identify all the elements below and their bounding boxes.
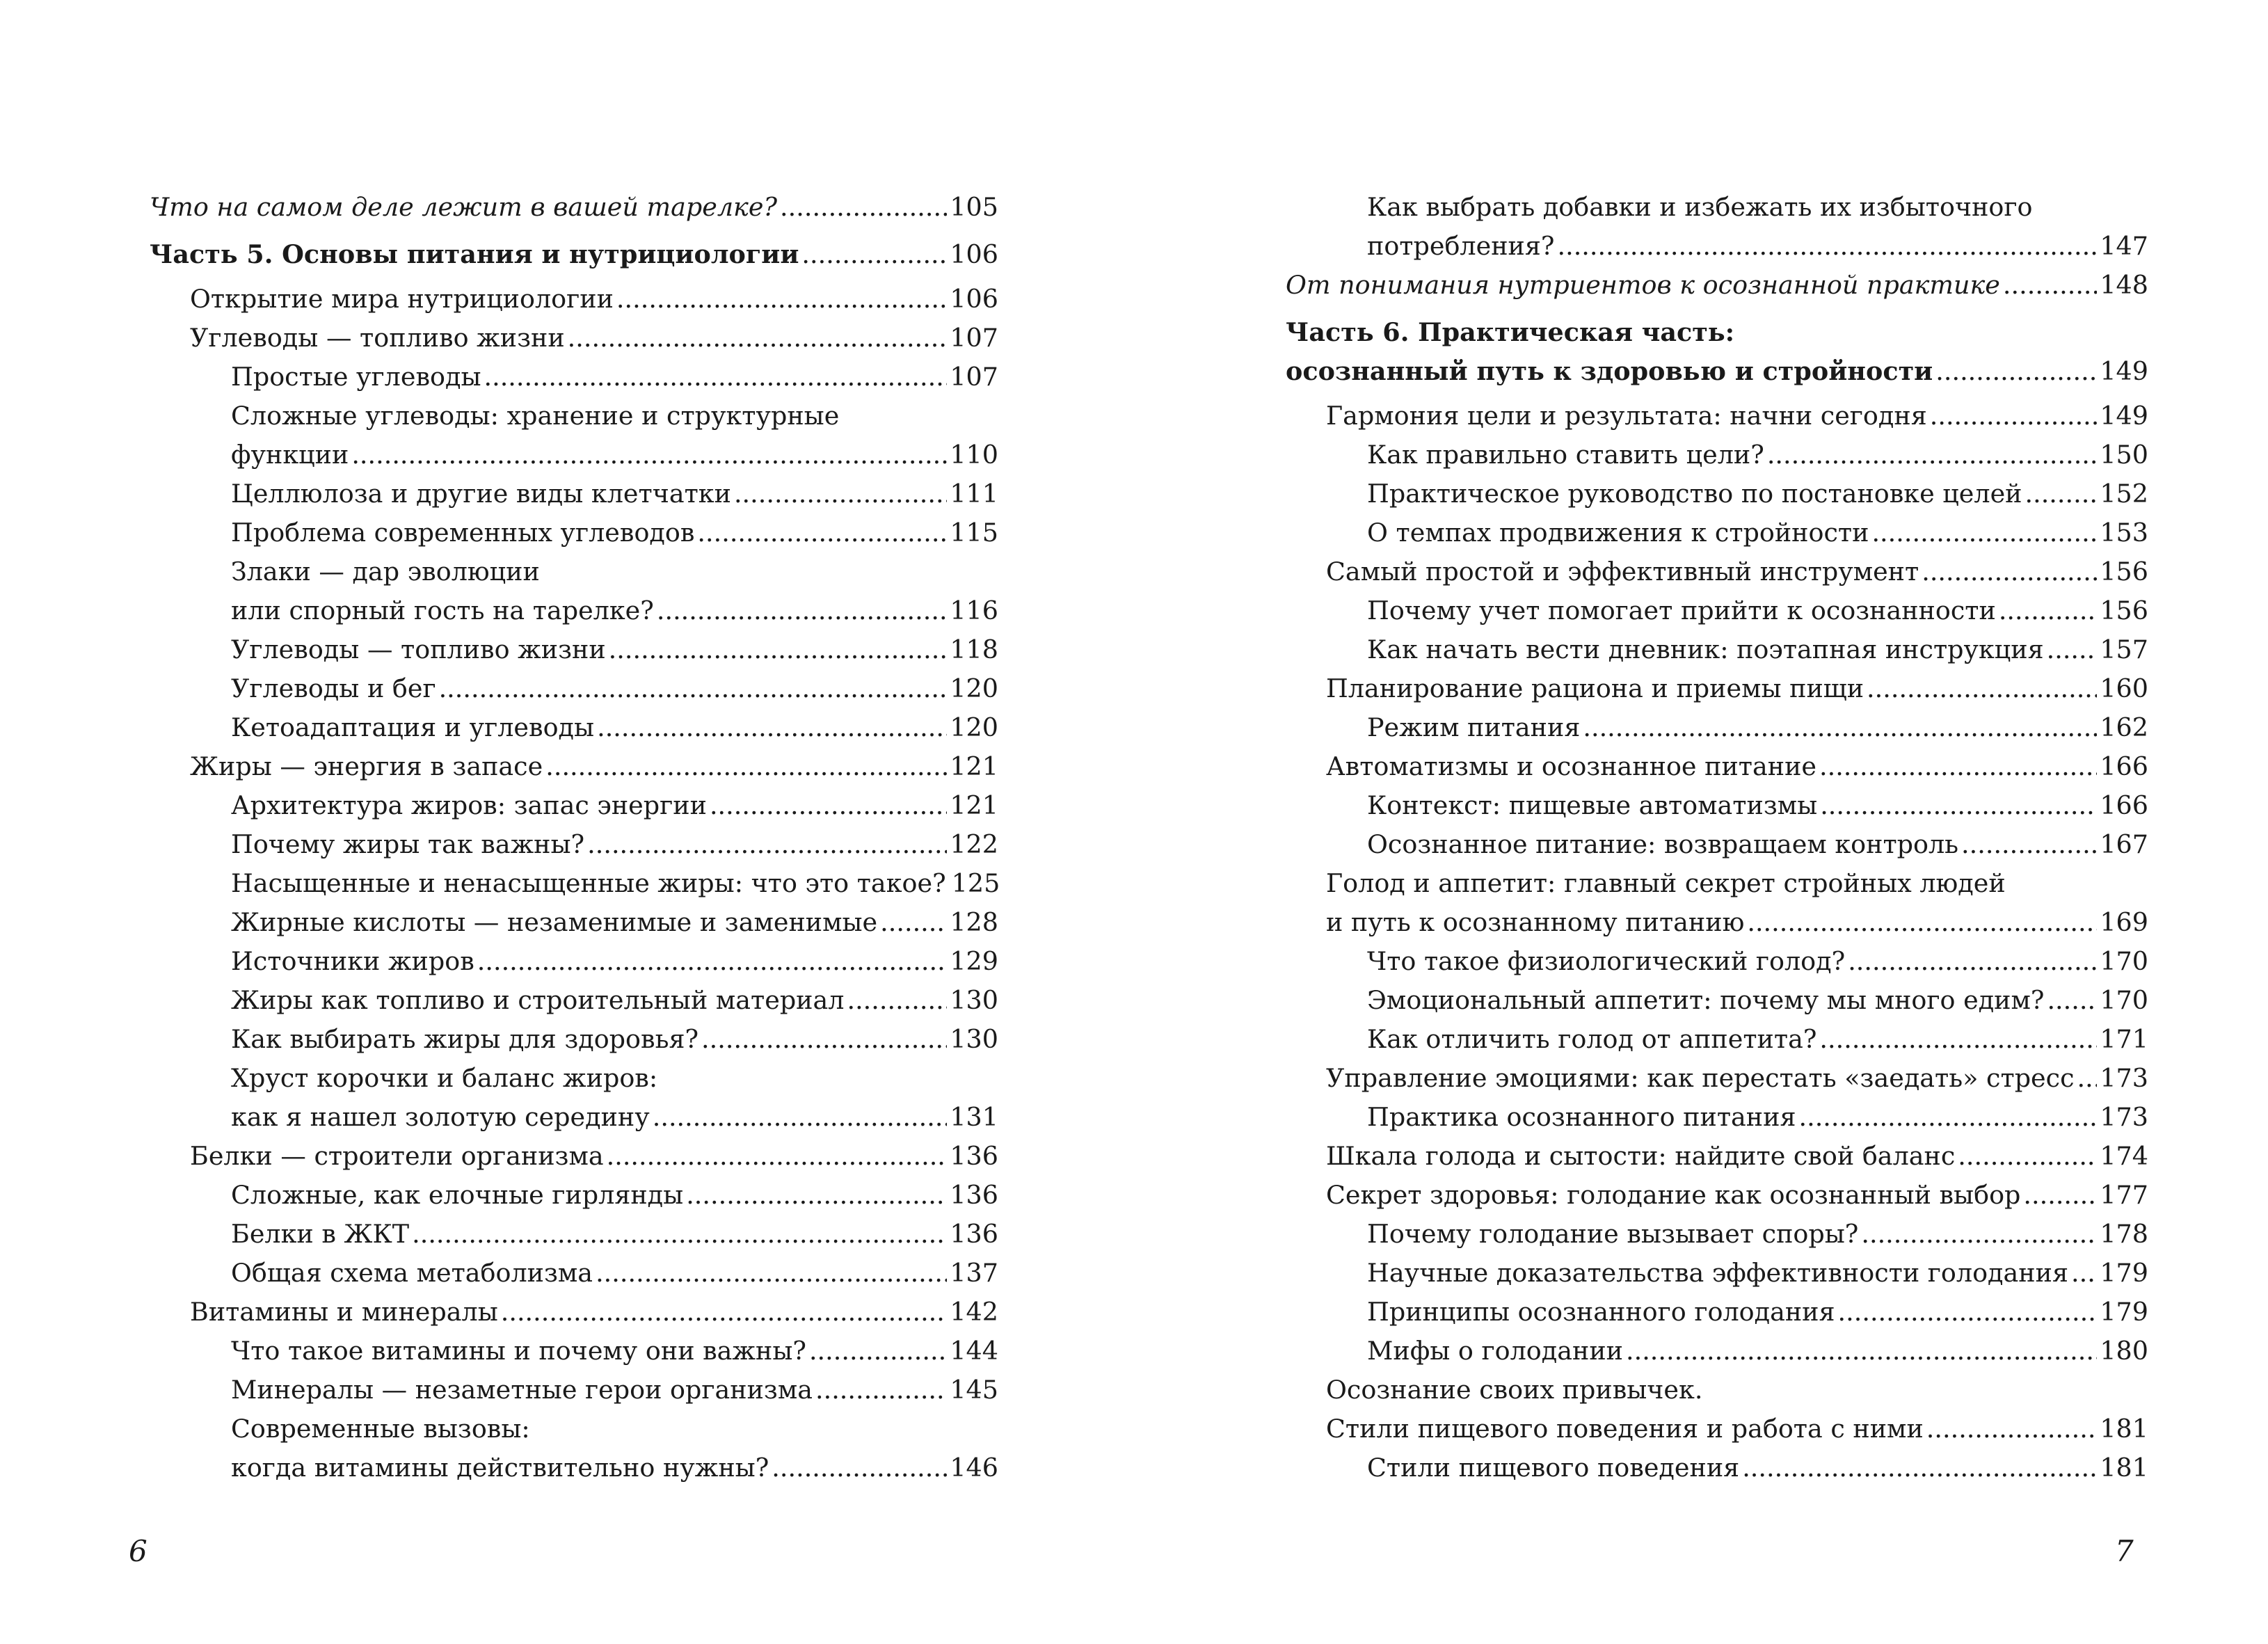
page-number-right: 7 (2115, 1534, 2134, 1568)
dot-leader (1926, 1410, 2098, 1449)
toc-entry-title: Жиры как топливо и строительный материал (231, 985, 845, 1015)
dot-leader (1867, 669, 2097, 708)
toc-page-number: 148 (2100, 270, 2148, 300)
dot-leader (2003, 266, 2097, 305)
toc-entry[interactable] (190, 1137, 998, 1176)
toc-page-number: 167 (2100, 829, 2148, 859)
toc-entry-title: Белки в ЖКТ (231, 1219, 410, 1249)
toc-page-number: 174 (2100, 1141, 2148, 1171)
toc-entry[interactable] (1326, 1176, 2148, 1215)
dot-leader (1999, 591, 2098, 630)
dot-leader (1838, 1293, 2098, 1332)
toc-page-number: 142 (950, 1297, 998, 1327)
toc-page-number: 121 (950, 790, 998, 820)
toc-entry-title-line: Хруст корочки и баланс жиров: (231, 1063, 658, 1093)
dot-leader (2025, 474, 2098, 513)
toc-entry[interactable] (231, 1410, 998, 1487)
toc-page-number: 120 (950, 673, 998, 703)
toc-entry-title: Витамины и минералы (190, 1297, 498, 1327)
toc-entry-title-line: Часть 6. Практическая часть: (1286, 317, 1735, 347)
toc-entry[interactable] (1367, 630, 2148, 669)
toc-page-number: 122 (950, 829, 998, 859)
dot-leader (609, 630, 948, 669)
toc-entry[interactable] (231, 552, 998, 630)
toc-entry[interactable] (231, 397, 998, 474)
dot-leader (597, 708, 947, 747)
dot-leader (2077, 1059, 2098, 1098)
toc-entry[interactable] (1367, 786, 2148, 825)
dot-leader (1819, 1020, 2097, 1059)
toc-entry[interactable] (1367, 708, 2148, 747)
dot-leader (1961, 825, 2097, 864)
page-number-left: 6 (129, 1534, 147, 1568)
toc-entry[interactable] (1367, 825, 2148, 864)
dot-leader (772, 1449, 947, 1487)
toc-entry[interactable] (231, 474, 998, 513)
toc-entry-title: Самый простой и эффективный инструмент (1326, 557, 1919, 586)
dot-leader (1958, 1137, 2097, 1176)
toc-entry[interactable] (231, 1371, 998, 1410)
toc-entry-title: Почему жиры так важны? (231, 829, 585, 859)
toc-entry[interactable] (190, 1293, 998, 1332)
toc-entry-title: Контекст: пищевые автоматизмы (1367, 790, 1818, 820)
toc-entry-title: Белки — строители организма (190, 1141, 604, 1171)
toc-entry-title: Режим питания (1367, 712, 1581, 742)
toc-page-number: 160 (2100, 673, 2148, 703)
toc-entry-title: Принципы осознанного голодания (1367, 1297, 1835, 1327)
toc-entry-title: Жиры — энергия в запасе (190, 751, 543, 781)
dot-leader (653, 1098, 948, 1137)
toc-page-number: 110 (950, 440, 998, 470)
dot-leader (596, 1254, 947, 1293)
dot-leader (1935, 352, 2097, 391)
toc-entry[interactable] (1367, 1449, 2148, 1487)
toc-entry-title: Целлюлоза и другие виды клетчатки (231, 479, 731, 509)
toc-entry-title: Жирные кислоты — незаменимые и заменимые (231, 907, 878, 937)
toc-entry[interactable] (1286, 313, 2148, 391)
toc-entry-title: Углеводы и бег (231, 673, 436, 703)
toc-entry[interactable] (190, 319, 998, 358)
toc-entry[interactable] (190, 747, 998, 786)
toc-page-number: 180 (2100, 1336, 2148, 1366)
toc-entry[interactable] (231, 708, 998, 747)
toc-entry[interactable] (1326, 747, 2148, 786)
dot-leader (1861, 1215, 2097, 1254)
toc-entry-title-line: Как выбрать добавки и избежать их избыточного (1367, 192, 2033, 222)
toc-page-number: 130 (950, 1024, 998, 1054)
toc-page-number: 120 (950, 712, 998, 742)
toc-entry-title: Что на самом деле лежит в вашей тарелке? (150, 192, 778, 222)
toc-page-number: 169 (2100, 907, 2148, 937)
toc-entry[interactable] (190, 280, 998, 319)
toc-page-number: 162 (2100, 712, 2148, 742)
dot-leader (2047, 630, 2098, 669)
toc-page-number: 166 (2100, 751, 2148, 781)
dot-leader (607, 1137, 948, 1176)
dot-leader (545, 747, 947, 786)
dot-leader (657, 591, 947, 630)
toc-entry[interactable] (231, 630, 998, 669)
dot-leader (1819, 747, 2097, 786)
dot-leader (710, 786, 947, 825)
dot-leader (1767, 436, 2098, 474)
toc-entry[interactable] (150, 188, 998, 227)
dot-leader (2071, 1254, 2097, 1293)
toc-page-number: 105 (950, 192, 998, 222)
toc-page-number: 115 (950, 518, 998, 548)
toc-page-number: 177 (2100, 1180, 2148, 1210)
toc-entry-title: Кетоадаптация и углеводы (231, 712, 595, 742)
toc-page-number: 178 (2100, 1219, 2148, 1249)
dot-leader (1583, 708, 2097, 747)
toc-entry[interactable] (1367, 188, 2148, 266)
toc-entry[interactable] (231, 358, 998, 397)
toc-page-number: 173 (2100, 1063, 2148, 1093)
dot-leader (477, 942, 948, 981)
toc-entry-title: Углеводы — топливо жизни (190, 323, 565, 353)
toc-page-number: 128 (950, 907, 998, 937)
dot-leader (1747, 903, 2097, 942)
toc-entry-title: Что такое витамины и почему они важны? (231, 1336, 806, 1366)
toc-page-number: 179 (2100, 1297, 2148, 1327)
toc-entry[interactable] (1326, 669, 2148, 708)
toc-entry[interactable] (231, 1215, 998, 1254)
toc-entry-title: Как отличить голод от аппетита? (1367, 1024, 1817, 1054)
toc-entry[interactable] (1286, 266, 2148, 305)
toc-entry[interactable] (1326, 1059, 2148, 1098)
left-page-toc (150, 188, 998, 1487)
toc-entry-title: Стили пищевого поведения (1367, 1453, 1740, 1483)
toc-entry-title: Стили пищевого поведения и работа с ними (1326, 1414, 1924, 1444)
toc-entry[interactable] (231, 981, 998, 1020)
dot-leader (1848, 942, 2097, 981)
toc-entry-title: Практика осознанного питания (1367, 1102, 1796, 1132)
toc-entry-title: Простые углеводы (231, 362, 481, 392)
toc-entry[interactable] (1367, 1332, 2148, 1371)
toc-entry[interactable] (1367, 1098, 2148, 1137)
toc-entry-title: О темпах продвижения к стройности (1367, 518, 1869, 548)
toc-entry-title-line: Голод и аппетит: главный секрет стройных людей (1326, 868, 2006, 898)
dot-leader (701, 1020, 947, 1059)
dot-leader (351, 436, 947, 474)
toc-entry-title: Как выбирать жиры для здоровья? (231, 1024, 699, 1054)
toc-page-number: 150 (2100, 440, 2148, 470)
toc-entry[interactable] (231, 1176, 998, 1215)
toc-entry-title: когда витамины действительно нужны? (231, 1453, 769, 1483)
dot-leader (847, 981, 947, 1020)
toc-entry[interactable] (231, 513, 998, 552)
toc-page-number: 131 (950, 1102, 998, 1132)
dot-leader (1742, 1449, 2097, 1487)
toc-page-number: 107 (950, 323, 998, 353)
dot-leader (484, 358, 948, 397)
toc-entry[interactable] (1326, 864, 2148, 942)
toc-entry[interactable] (1367, 474, 2148, 513)
dot-leader (616, 280, 947, 319)
toc-entry[interactable] (231, 903, 998, 942)
toc-entry-title: Источники жиров (231, 946, 474, 976)
toc-entry-title: Насыщенные и ненасыщенные жиры: что это такое? (231, 868, 946, 898)
toc-entry[interactable] (1367, 436, 2148, 474)
toc-entry-title: Архитектура жиров: запас энергии (231, 790, 707, 820)
dot-leader (501, 1293, 948, 1332)
toc-page-number: 136 (950, 1219, 998, 1249)
dot-leader (439, 669, 948, 708)
dot-leader (1820, 786, 2097, 825)
toc-entry-title: Проблема современных углеводов (231, 518, 695, 548)
toc-entry-title: Как начать вести дневник: поэтапная инструкция (1367, 635, 2044, 664)
toc-entry[interactable] (1367, 981, 2148, 1020)
toc-entry-title: Практическое руководство по постановке целей (1367, 479, 2022, 509)
dot-leader (1626, 1332, 2097, 1371)
toc-page-number: 116 (950, 596, 998, 625)
toc-entry[interactable] (1367, 1215, 2148, 1254)
toc-entry[interactable] (1326, 397, 2148, 436)
toc-entry[interactable] (1367, 513, 2148, 552)
toc-page-number: 156 (2100, 596, 2148, 625)
toc-page-number: 136 (950, 1141, 998, 1171)
dot-leader (1922, 552, 2097, 591)
toc-page-number: 121 (950, 751, 998, 781)
toc-entry-title: Научные доказательства эффективности голодания (1367, 1258, 2068, 1288)
toc-entry[interactable] (231, 786, 998, 825)
dot-leader (801, 235, 947, 274)
toc-entry-title: Планирование рациона и приемы пищи (1326, 673, 1864, 703)
toc-page-number: 145 (950, 1375, 998, 1405)
toc-page-number: 157 (2100, 635, 2148, 664)
dot-leader (2023, 1176, 2097, 1215)
dot-leader (780, 188, 947, 227)
toc-entry[interactable] (231, 1020, 998, 1059)
dot-leader (1871, 513, 2097, 552)
toc-page-number: 106 (950, 239, 998, 269)
toc-entry[interactable] (231, 1254, 998, 1293)
toc-entry[interactable] (231, 942, 998, 981)
toc-entry-title: Эмоциональный аппетит: почему мы много едим? (1367, 985, 2045, 1015)
toc-page-number: 125 (951, 868, 1000, 898)
toc-page-number: 171 (2100, 1024, 2148, 1054)
toc-entry-title: Управление эмоциями: как перестать «заедать» стресс (1326, 1063, 2075, 1093)
toc-entry-title-line: Злаки — дар эволюции (231, 557, 540, 586)
toc-entry-title: Углеводы — топливо жизни (231, 635, 606, 664)
dot-leader (686, 1176, 947, 1215)
toc-entry[interactable] (231, 669, 998, 708)
right-page-toc (1286, 188, 2148, 1487)
toc-entry[interactable] (1326, 1371, 2148, 1449)
toc-page-number: 166 (2100, 790, 2148, 820)
toc-entry-title: Что такое физиологический голод? (1367, 946, 1846, 976)
toc-entry-title-line: Современные вызовы: (231, 1414, 530, 1444)
toc-entry-title: Почему голодание вызывает споры? (1367, 1219, 1859, 1249)
toc-entry[interactable] (1367, 1293, 2148, 1332)
toc-entry-title: От понимания нутриентов к осознанной практике (1286, 270, 2000, 300)
toc-entry-title: Мифы о голодании (1367, 1336, 1623, 1366)
toc-page-number: 146 (950, 1453, 998, 1483)
toc-entry-title: Гармония цели и результата: начни сегодня (1326, 401, 1927, 431)
toc-page-number: 170 (2100, 985, 2148, 1015)
toc-page-number: 149 (2100, 356, 2148, 386)
dot-leader (1557, 227, 2097, 266)
dot-leader (697, 513, 947, 552)
dot-leader (880, 903, 947, 942)
toc-page-number: 111 (950, 479, 998, 509)
toc-entry-title-line: Сложные углеводы: хранение и структурные (231, 401, 840, 431)
toc-page-number: 181 (2100, 1453, 2148, 1483)
toc-entry-title: Шкала голода и сытости: найдите свой баланс (1326, 1141, 1956, 1171)
dot-leader (412, 1215, 947, 1254)
toc-entry[interactable] (1326, 552, 2148, 591)
toc-page-number: 129 (950, 946, 998, 976)
toc-entry[interactable] (1367, 591, 2148, 630)
toc-page-number: 107 (950, 362, 998, 392)
toc-page-number: 118 (950, 635, 998, 664)
toc-entry[interactable] (231, 1332, 998, 1371)
toc-page-number: 130 (950, 985, 998, 1015)
toc-entry-title: Часть 5. Основы питания и нутрициологии (150, 239, 799, 269)
toc-entry-title: Минералы — незаметные герои организма (231, 1375, 813, 1405)
toc-entry[interactable] (1367, 1254, 2148, 1293)
toc-page-number: 156 (2100, 557, 2148, 586)
toc-page-number: 170 (2100, 946, 2148, 976)
toc-entry-title: потребления? (1367, 231, 1555, 261)
toc-entry[interactable] (1367, 942, 2148, 981)
toc-entry-title: функции (231, 440, 349, 470)
toc-entry[interactable] (150, 235, 998, 274)
toc-entry-title: Секрет здоровья: голодание как осознанный выбор (1326, 1180, 2021, 1210)
toc-page-number: 136 (950, 1180, 998, 1210)
toc-entry[interactable] (231, 1059, 998, 1137)
toc-entry[interactable] (231, 825, 998, 864)
toc-entry-title-line: Осознание своих привычек. (1326, 1375, 1703, 1405)
toc-page-number: 152 (2100, 479, 2148, 509)
toc-entry-title: Сложные, как елочные гирлянды (231, 1180, 684, 1210)
toc-entry-title: Как правильно ставить цели? (1367, 440, 1764, 470)
toc-entry-title: Осознанное питание: возвращаем контроль (1367, 829, 1959, 859)
toc-entry-title: осознанный путь к здоровью и стройности (1286, 356, 1933, 386)
dot-leader (1930, 397, 2098, 436)
toc-entry-title: и путь к осознанному питанию (1326, 907, 1745, 937)
toc-entry[interactable] (231, 864, 998, 903)
toc-entry-title: или спорный гость на тарелке? (231, 596, 654, 625)
dot-leader (2047, 981, 2097, 1020)
toc-entry[interactable] (1326, 1137, 2148, 1176)
dot-leader (1798, 1098, 2097, 1137)
toc-entry[interactable] (1367, 1020, 2148, 1059)
toc-page-number: 173 (2100, 1102, 2148, 1132)
dot-leader (587, 825, 947, 864)
toc-page-number: 137 (950, 1258, 998, 1288)
toc-entry-title: Почему учет помогает прийти к осознанности (1367, 596, 1996, 625)
toc-page-number: 106 (950, 284, 998, 314)
toc-entry-title: Открытие мира нутрициологии (190, 284, 614, 314)
toc-page-number: 179 (2100, 1258, 2148, 1288)
toc-entry-title: как я нашел золотую середину (231, 1102, 650, 1132)
toc-page-number: 144 (950, 1336, 998, 1366)
toc-page-number: 147 (2100, 231, 2148, 261)
toc-entry-title: Автоматизмы и осознанное питание (1326, 751, 1816, 781)
toc-entry-title: Общая схема метаболизма (231, 1258, 593, 1288)
dot-leader (809, 1332, 947, 1371)
dot-leader (815, 1371, 947, 1410)
dot-leader (568, 319, 948, 358)
toc-page-number: 149 (2100, 401, 2148, 431)
toc-page-number: 181 (2100, 1414, 2148, 1444)
dot-leader (734, 474, 947, 513)
toc-page-number: 153 (2100, 518, 2148, 548)
